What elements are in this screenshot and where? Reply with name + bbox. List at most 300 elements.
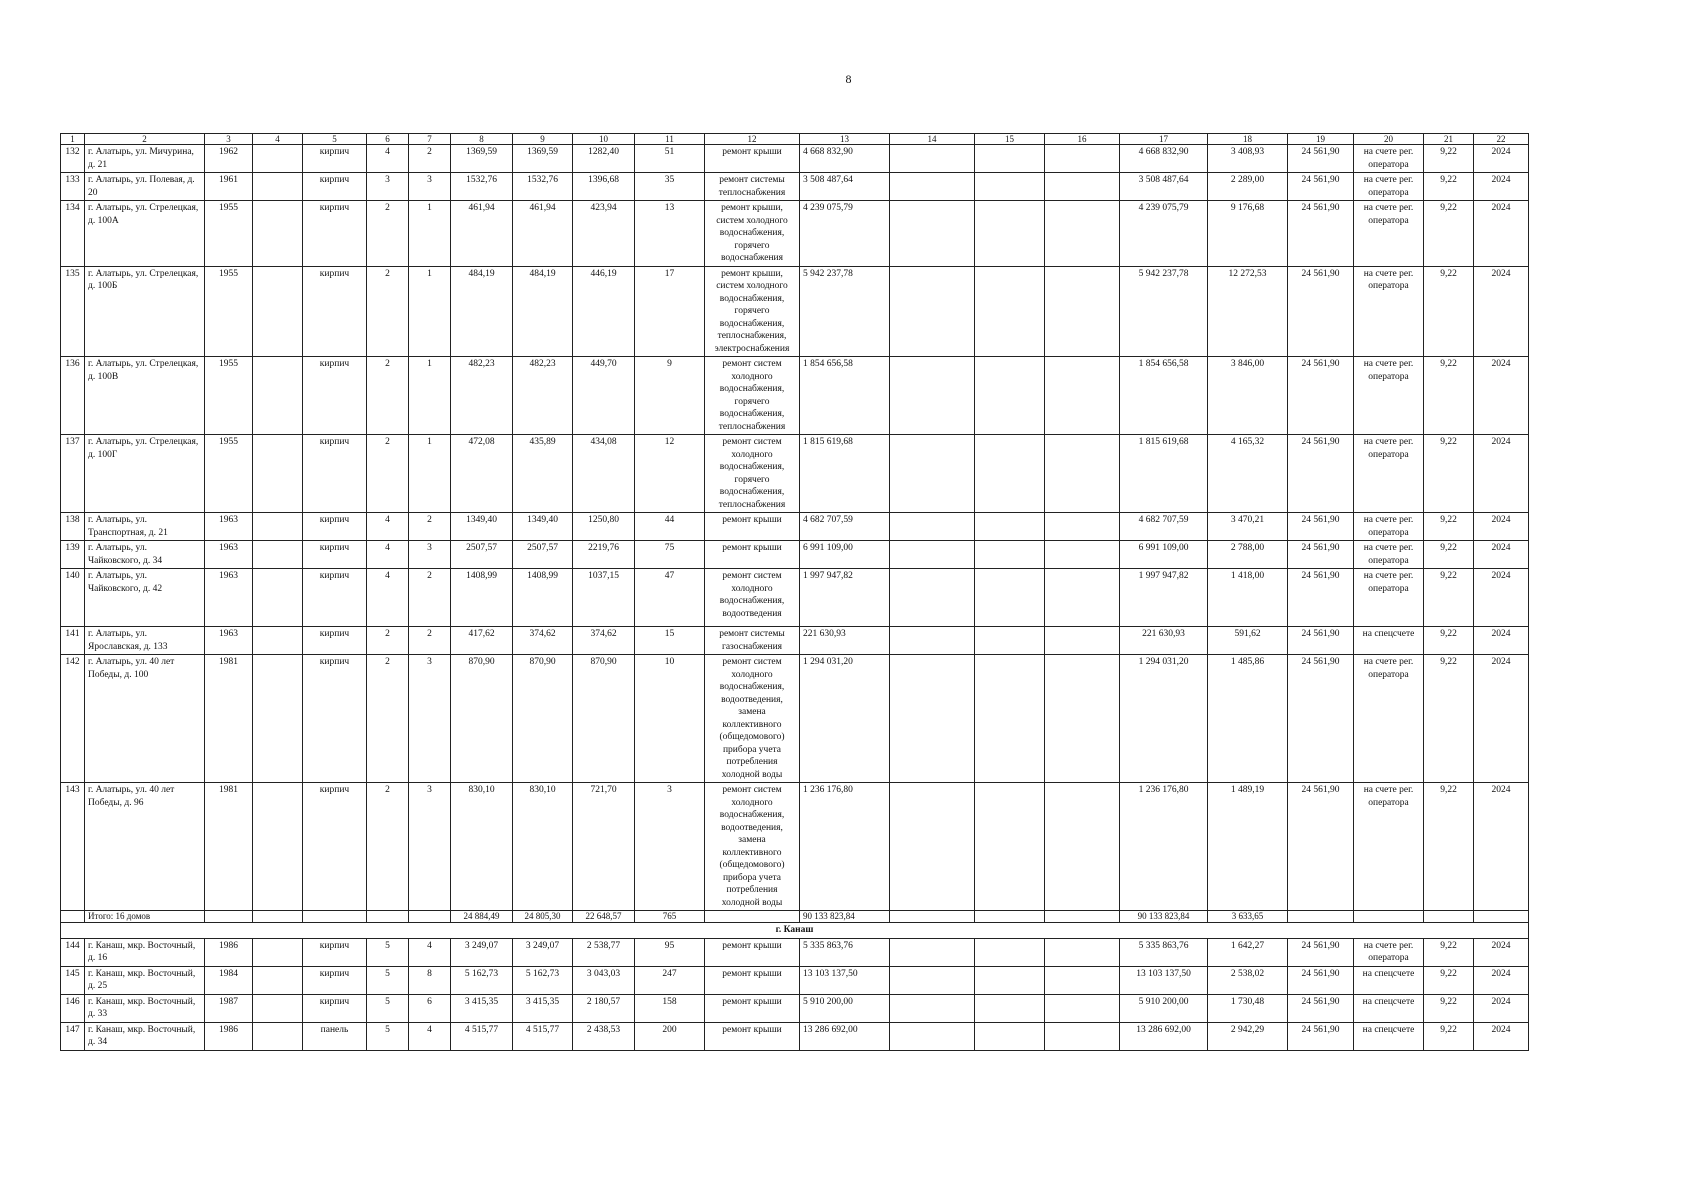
cell-unit-cost: 1 489,19 (1208, 783, 1288, 911)
cell-floors: 2 (367, 783, 409, 911)
cell-area-10: 1037,15 (573, 569, 635, 627)
cell-limit-cost: 24 561,90 (1288, 1022, 1354, 1050)
cell-row-number: 142 (61, 655, 85, 783)
cell-address: г. Алатырь, ул. Чайковского, д. 42 (85, 569, 205, 627)
cell-contribution: 9,22 (1424, 513, 1474, 541)
total-c9: 24 805,30 (513, 911, 573, 923)
cell-contribution: 9,22 (1424, 569, 1474, 627)
cell-contribution: 9,22 (1424, 966, 1474, 994)
cell-residents: 200 (635, 1022, 705, 1050)
cell-row-number: 147 (61, 1022, 85, 1050)
cell-col4 (253, 966, 303, 994)
cell-col15 (975, 1022, 1045, 1050)
cell-address: г. Алатырь, ул. Стрелецкая, д. 100Г (85, 435, 205, 513)
cell-limit-cost: 24 561,90 (1288, 966, 1354, 994)
column-number-17: 17 (1120, 134, 1208, 145)
cell-fund-method: на спецсчете (1354, 966, 1424, 994)
cell-build-year: 1984 (205, 966, 253, 994)
cell-work-type: ремонт крыши, систем холодного водоснабжения, горячего водоснабжения (705, 201, 800, 267)
cell-cost-total: 1 854 656,58 (800, 357, 890, 435)
cell-fund-method: на счете рег. оператора (1354, 201, 1424, 267)
cell-unit-cost: 2 289,00 (1208, 173, 1288, 201)
column-number-18: 18 (1208, 134, 1288, 145)
cell-area-10: 374,62 (573, 627, 635, 655)
cell-col15 (975, 994, 1045, 1022)
cell-floors: 5 (367, 966, 409, 994)
cell-col16 (1045, 513, 1120, 541)
cell-plan-year: 2024 (1474, 569, 1529, 627)
cell-col16 (1045, 173, 1120, 201)
cell-cost-17: 1 854 656,58 (1120, 357, 1208, 435)
total-c8: 24 884,49 (451, 911, 513, 923)
cell-area-10: 2 180,57 (573, 994, 635, 1022)
cell-row-number: 137 (61, 435, 85, 513)
cell-fund-method: на счете рег. оператора (1354, 435, 1424, 513)
cell-work-type: ремонт крыши (705, 994, 800, 1022)
cell-fund-method: на счете рег. оператора (1354, 938, 1424, 966)
cell-address: г. Канаш, мкр. Восточный, д. 33 (85, 994, 205, 1022)
total-empty-cell (1424, 911, 1474, 923)
cell-cost-total: 5 942 237,78 (800, 266, 890, 357)
cell-area-10: 423,94 (573, 201, 635, 267)
cell-row-number: 136 (61, 357, 85, 435)
column-number-5: 5 (303, 134, 367, 145)
cell-col4 (253, 994, 303, 1022)
total-c18: 3 633,65 (1208, 911, 1288, 923)
cell-total-area: 484,19 (451, 266, 513, 357)
cell-fund-method: на счете рег. оператора (1354, 173, 1424, 201)
cell-plan-year: 2024 (1474, 266, 1529, 357)
cell-build-year: 1987 (205, 994, 253, 1022)
cell-wall-material: кирпич (303, 569, 367, 627)
cell-total-area: 4 515,77 (451, 1022, 513, 1050)
table-row (61, 541, 1529, 569)
cell-row-number: 144 (61, 938, 85, 966)
cell-plan-year: 2024 (1474, 783, 1529, 911)
cell-entrances: 1 (409, 357, 451, 435)
cell-entrances: 1 (409, 435, 451, 513)
cell-area-10: 2 538,77 (573, 938, 635, 966)
cell-residents: 13 (635, 201, 705, 267)
cell-col15 (975, 966, 1045, 994)
cell-col16 (1045, 266, 1120, 357)
cell-col4 (253, 266, 303, 357)
cell-contribution: 9,22 (1424, 145, 1474, 173)
cell-col14 (890, 145, 975, 173)
cell-col4 (253, 357, 303, 435)
cell-col16 (1045, 966, 1120, 994)
cell-work-type: ремонт систем холодного водоснабжения, горячего водоснабжения, теплоснабжения (705, 357, 800, 435)
cell-residents: 158 (635, 994, 705, 1022)
cell-entrances: 2 (409, 145, 451, 173)
cell-unit-cost: 2 942,29 (1208, 1022, 1288, 1050)
cell-build-year: 1955 (205, 357, 253, 435)
cell-row-number: 132 (61, 145, 85, 173)
cell-unit-cost: 9 176,68 (1208, 201, 1288, 267)
cell-build-year: 1955 (205, 201, 253, 267)
cell-total-area: 1369,59 (451, 145, 513, 173)
cell-plan-year: 2024 (1474, 541, 1529, 569)
column-number-19: 19 (1288, 134, 1354, 145)
cell-col16 (1045, 994, 1120, 1022)
cell-area-10: 1282,40 (573, 145, 635, 173)
cell-limit-cost: 24 561,90 (1288, 435, 1354, 513)
cell-col14 (890, 541, 975, 569)
column-number-2: 2 (85, 134, 205, 145)
cell-address: г. Канаш, мкр. Восточный, д. 25 (85, 966, 205, 994)
cell-entrances: 2 (409, 627, 451, 655)
cell-residents: 51 (635, 145, 705, 173)
cell-col14 (890, 513, 975, 541)
cell-area-9: 1369,59 (513, 145, 573, 173)
cell-unit-cost: 2 538,02 (1208, 966, 1288, 994)
cell-address: г. Алатырь, ул. 40 лет Победы, д. 100 (85, 655, 205, 783)
cell-residents: 9 (635, 357, 705, 435)
cell-contribution: 9,22 (1424, 266, 1474, 357)
cell-residents: 15 (635, 627, 705, 655)
cell-wall-material: кирпич (303, 201, 367, 267)
cell-floors: 3 (367, 173, 409, 201)
cell-area-9: 870,90 (513, 655, 573, 783)
cell-address: г. Алатырь, ул. Транспортная, д. 21 (85, 513, 205, 541)
cell-entrances: 3 (409, 173, 451, 201)
cell-col15 (975, 541, 1045, 569)
cell-col15 (975, 173, 1045, 201)
total-label: Итого: 16 домов (85, 911, 205, 923)
cell-entrances: 8 (409, 966, 451, 994)
cell-cost-17: 1 997 947,82 (1120, 569, 1208, 627)
cell-total-area: 1408,99 (451, 569, 513, 627)
cell-address: г. Алатырь, ул. Стрелецкая, д. 100В (85, 357, 205, 435)
cell-row-number: 138 (61, 513, 85, 541)
cell-residents: 247 (635, 966, 705, 994)
total-empty-cell (890, 911, 975, 923)
cell-address: г. Алатырь, ул. Мичурина, д. 21 (85, 145, 205, 173)
cell-area-9: 374,62 (513, 627, 573, 655)
cell-limit-cost: 24 561,90 (1288, 173, 1354, 201)
cell-cost-total: 13 103 137,50 (800, 966, 890, 994)
cell-cost-total: 5 910 200,00 (800, 994, 890, 1022)
cell-work-type: ремонт системы теплоснабжения (705, 173, 800, 201)
cell-cost-total: 1 997 947,82 (800, 569, 890, 627)
cell-col15 (975, 569, 1045, 627)
cell-plan-year: 2024 (1474, 173, 1529, 201)
cell-unit-cost: 1 642,27 (1208, 938, 1288, 966)
cell-cost-17: 5 910 200,00 (1120, 994, 1208, 1022)
total-empty-cell (61, 911, 85, 923)
table-row (61, 435, 1529, 513)
cell-plan-year: 2024 (1474, 627, 1529, 655)
cell-cost-total: 4 682 707,59 (800, 513, 890, 541)
cell-area-9: 5 162,73 (513, 966, 573, 994)
cell-entrances: 3 (409, 655, 451, 783)
cell-area-10: 2 438,53 (573, 1022, 635, 1050)
cell-total-area: 1532,76 (451, 173, 513, 201)
cell-col16 (1045, 1022, 1120, 1050)
cell-limit-cost: 24 561,90 (1288, 513, 1354, 541)
cell-entrances: 2 (409, 569, 451, 627)
cell-unit-cost: 1 730,48 (1208, 994, 1288, 1022)
cell-area-10: 434,08 (573, 435, 635, 513)
cell-area-9: 435,89 (513, 435, 573, 513)
cell-col16 (1045, 435, 1120, 513)
cell-floors: 2 (367, 266, 409, 357)
column-number-3: 3 (205, 134, 253, 145)
table-row (61, 513, 1529, 541)
cell-total-area: 482,23 (451, 357, 513, 435)
cell-col4 (253, 938, 303, 966)
cell-wall-material: кирпич (303, 357, 367, 435)
cell-floors: 5 (367, 1022, 409, 1050)
cell-plan-year: 2024 (1474, 357, 1529, 435)
cell-fund-method: на счете рег. оператора (1354, 357, 1424, 435)
cell-limit-cost: 24 561,90 (1288, 655, 1354, 783)
cell-col4 (253, 513, 303, 541)
cell-floors: 2 (367, 655, 409, 783)
total-empty-cell (1045, 911, 1120, 923)
cell-floors: 4 (367, 513, 409, 541)
cell-area-9: 4 515,77 (513, 1022, 573, 1050)
table-row (61, 655, 1529, 783)
cell-col4 (253, 435, 303, 513)
cell-total-area: 870,90 (451, 655, 513, 783)
cell-fund-method: на счете рег. оператора (1354, 145, 1424, 173)
cell-col4 (253, 541, 303, 569)
cell-area-10: 1250,80 (573, 513, 635, 541)
cell-col16 (1045, 201, 1120, 267)
cell-limit-cost: 24 561,90 (1288, 201, 1354, 267)
cell-residents: 3 (635, 783, 705, 911)
cell-col16 (1045, 569, 1120, 627)
table-row (61, 1022, 1529, 1050)
total-c10: 22 648,57 (573, 911, 635, 923)
cell-cost-17: 5 942 237,78 (1120, 266, 1208, 357)
cell-entrances: 4 (409, 1022, 451, 1050)
cell-cost-17: 6 991 109,00 (1120, 541, 1208, 569)
cell-residents: 35 (635, 173, 705, 201)
cell-limit-cost: 24 561,90 (1288, 569, 1354, 627)
column-number-13: 13 (800, 134, 890, 145)
cell-col14 (890, 994, 975, 1022)
cell-cost-17: 4 239 075,79 (1120, 201, 1208, 267)
total-empty-cell (253, 911, 303, 923)
cell-col4 (253, 783, 303, 911)
cell-floors: 2 (367, 357, 409, 435)
cell-build-year: 1963 (205, 541, 253, 569)
cell-cost-total: 1 815 619,68 (800, 435, 890, 513)
cell-residents: 47 (635, 569, 705, 627)
cell-col15 (975, 145, 1045, 173)
cell-area-9: 3 415,35 (513, 994, 573, 1022)
cell-residents: 12 (635, 435, 705, 513)
cell-floors: 5 (367, 994, 409, 1022)
cell-area-10: 2219,76 (573, 541, 635, 569)
cell-work-type: ремонт крыши (705, 1022, 800, 1050)
cell-col15 (975, 357, 1045, 435)
cell-total-area: 5 162,73 (451, 966, 513, 994)
column-number-1: 1 (61, 134, 85, 145)
cell-col14 (890, 627, 975, 655)
cell-residents: 95 (635, 938, 705, 966)
cell-entrances: 1 (409, 201, 451, 267)
cell-wall-material: кирпич (303, 266, 367, 357)
cell-cost-total: 221 630,93 (800, 627, 890, 655)
cell-col14 (890, 266, 975, 357)
cell-cost-total: 5 335 863,76 (800, 938, 890, 966)
cell-row-number: 143 (61, 783, 85, 911)
cell-build-year: 1961 (205, 173, 253, 201)
total-c17: 90 133 823,84 (1120, 911, 1208, 923)
cell-contribution: 9,22 (1424, 938, 1474, 966)
cell-unit-cost: 591,62 (1208, 627, 1288, 655)
cell-contribution: 9,22 (1424, 1022, 1474, 1050)
cell-cost-17: 5 335 863,76 (1120, 938, 1208, 966)
cell-fund-method: на счете рег. оператора (1354, 783, 1424, 911)
cell-unit-cost: 1 418,00 (1208, 569, 1288, 627)
cell-floors: 2 (367, 627, 409, 655)
table-row (61, 994, 1529, 1022)
total-empty-cell (975, 911, 1045, 923)
cell-unit-cost: 3 846,00 (1208, 357, 1288, 435)
table-body (61, 134, 1529, 1051)
cell-col14 (890, 357, 975, 435)
table-row (61, 266, 1529, 357)
cell-cost-17: 1 294 031,20 (1120, 655, 1208, 783)
cell-limit-cost: 24 561,90 (1288, 145, 1354, 173)
cell-row-number: 139 (61, 541, 85, 569)
cell-cost-17: 221 630,93 (1120, 627, 1208, 655)
cell-total-area: 3 415,35 (451, 994, 513, 1022)
column-number-12: 12 (705, 134, 800, 145)
cell-contribution: 9,22 (1424, 357, 1474, 435)
cell-limit-cost: 24 561,90 (1288, 541, 1354, 569)
cell-col15 (975, 435, 1045, 513)
cell-area-10: 1396,68 (573, 173, 635, 201)
cell-limit-cost: 24 561,90 (1288, 266, 1354, 357)
cell-total-area: 417,62 (451, 627, 513, 655)
cell-floors: 2 (367, 435, 409, 513)
cell-unit-cost: 2 788,00 (1208, 541, 1288, 569)
cell-wall-material: кирпич (303, 938, 367, 966)
cell-col15 (975, 627, 1045, 655)
column-number-16: 16 (1045, 134, 1120, 145)
table-row (61, 201, 1529, 267)
cell-contribution: 9,22 (1424, 783, 1474, 911)
total-empty-cell (705, 911, 800, 923)
cell-row-number: 134 (61, 201, 85, 267)
cell-work-type: ремонт крыши (705, 513, 800, 541)
cell-wall-material: кирпич (303, 783, 367, 911)
cell-plan-year: 2024 (1474, 1022, 1529, 1050)
cell-wall-material: кирпич (303, 145, 367, 173)
cell-col16 (1045, 938, 1120, 966)
cell-col4 (253, 569, 303, 627)
total-empty-cell (409, 911, 451, 923)
total-c13: 90 133 823,84 (800, 911, 890, 923)
cell-col4 (253, 201, 303, 267)
cell-build-year: 1986 (205, 938, 253, 966)
cell-cost-17: 1 815 619,68 (1120, 435, 1208, 513)
cell-address: г. Канаш, мкр. Восточный, д. 34 (85, 1022, 205, 1050)
cell-wall-material: кирпич (303, 173, 367, 201)
column-number-22: 22 (1474, 134, 1529, 145)
cell-build-year: 1962 (205, 145, 253, 173)
cell-entrances: 3 (409, 783, 451, 911)
cell-area-9: 1349,40 (513, 513, 573, 541)
total-row (61, 911, 1529, 923)
cell-wall-material: панель (303, 1022, 367, 1050)
cell-work-type: ремонт крыши (705, 938, 800, 966)
cell-contribution: 9,22 (1424, 435, 1474, 513)
cell-col15 (975, 655, 1045, 783)
cell-col16 (1045, 145, 1120, 173)
cell-total-area: 2507,57 (451, 541, 513, 569)
cell-floors: 2 (367, 201, 409, 267)
cell-area-10: 870,90 (573, 655, 635, 783)
cell-wall-material: кирпич (303, 541, 367, 569)
cell-col16 (1045, 357, 1120, 435)
column-number-20: 20 (1354, 134, 1424, 145)
cell-work-type: ремонт крыши (705, 145, 800, 173)
cell-cost-total: 4 668 832,90 (800, 145, 890, 173)
cell-entrances: 1 (409, 266, 451, 357)
cell-entrances: 4 (409, 938, 451, 966)
cell-col4 (253, 1022, 303, 1050)
cell-residents: 44 (635, 513, 705, 541)
cell-wall-material: кирпич (303, 627, 367, 655)
cell-plan-year: 2024 (1474, 145, 1529, 173)
cell-entrances: 3 (409, 541, 451, 569)
cell-col15 (975, 938, 1045, 966)
table-row (61, 966, 1529, 994)
cell-col16 (1045, 783, 1120, 911)
cell-row-number: 133 (61, 173, 85, 201)
cell-build-year: 1963 (205, 569, 253, 627)
total-empty-cell (367, 911, 409, 923)
cell-row-number: 140 (61, 569, 85, 627)
cell-plan-year: 2024 (1474, 435, 1529, 513)
cell-area-9: 484,19 (513, 266, 573, 357)
cell-work-type: ремонт систем холодного водоснабжения, горячего водоснабжения, теплоснабжения (705, 435, 800, 513)
cell-area-10: 721,70 (573, 783, 635, 911)
section-title: г. Канаш (61, 923, 1529, 939)
cell-cost-total: 6 991 109,00 (800, 541, 890, 569)
column-number-8: 8 (451, 134, 513, 145)
cell-address: г. Канаш, мкр. Восточный, д. 16 (85, 938, 205, 966)
cell-work-type: ремонт систем холодного водоснабжения, водоотведения (705, 569, 800, 627)
cell-build-year: 1963 (205, 627, 253, 655)
cell-entrances: 2 (409, 513, 451, 541)
cell-plan-year: 2024 (1474, 201, 1529, 267)
total-empty-cell (303, 911, 367, 923)
cell-col14 (890, 938, 975, 966)
cell-cost-17: 1 236 176,80 (1120, 783, 1208, 911)
cell-unit-cost: 12 272,53 (1208, 266, 1288, 357)
cell-build-year: 1963 (205, 513, 253, 541)
cell-wall-material: кирпич (303, 655, 367, 783)
cell-fund-method: на счете рег. оператора (1354, 569, 1424, 627)
cell-area-10: 446,19 (573, 266, 635, 357)
cell-contribution: 9,22 (1424, 655, 1474, 783)
cell-col15 (975, 266, 1045, 357)
cell-area-9: 482,23 (513, 357, 573, 435)
cell-work-type: ремонт крыши (705, 966, 800, 994)
cell-plan-year: 2024 (1474, 994, 1529, 1022)
cell-col14 (890, 783, 975, 911)
cell-plan-year: 2024 (1474, 966, 1529, 994)
cell-row-number: 145 (61, 966, 85, 994)
cell-plan-year: 2024 (1474, 655, 1529, 783)
